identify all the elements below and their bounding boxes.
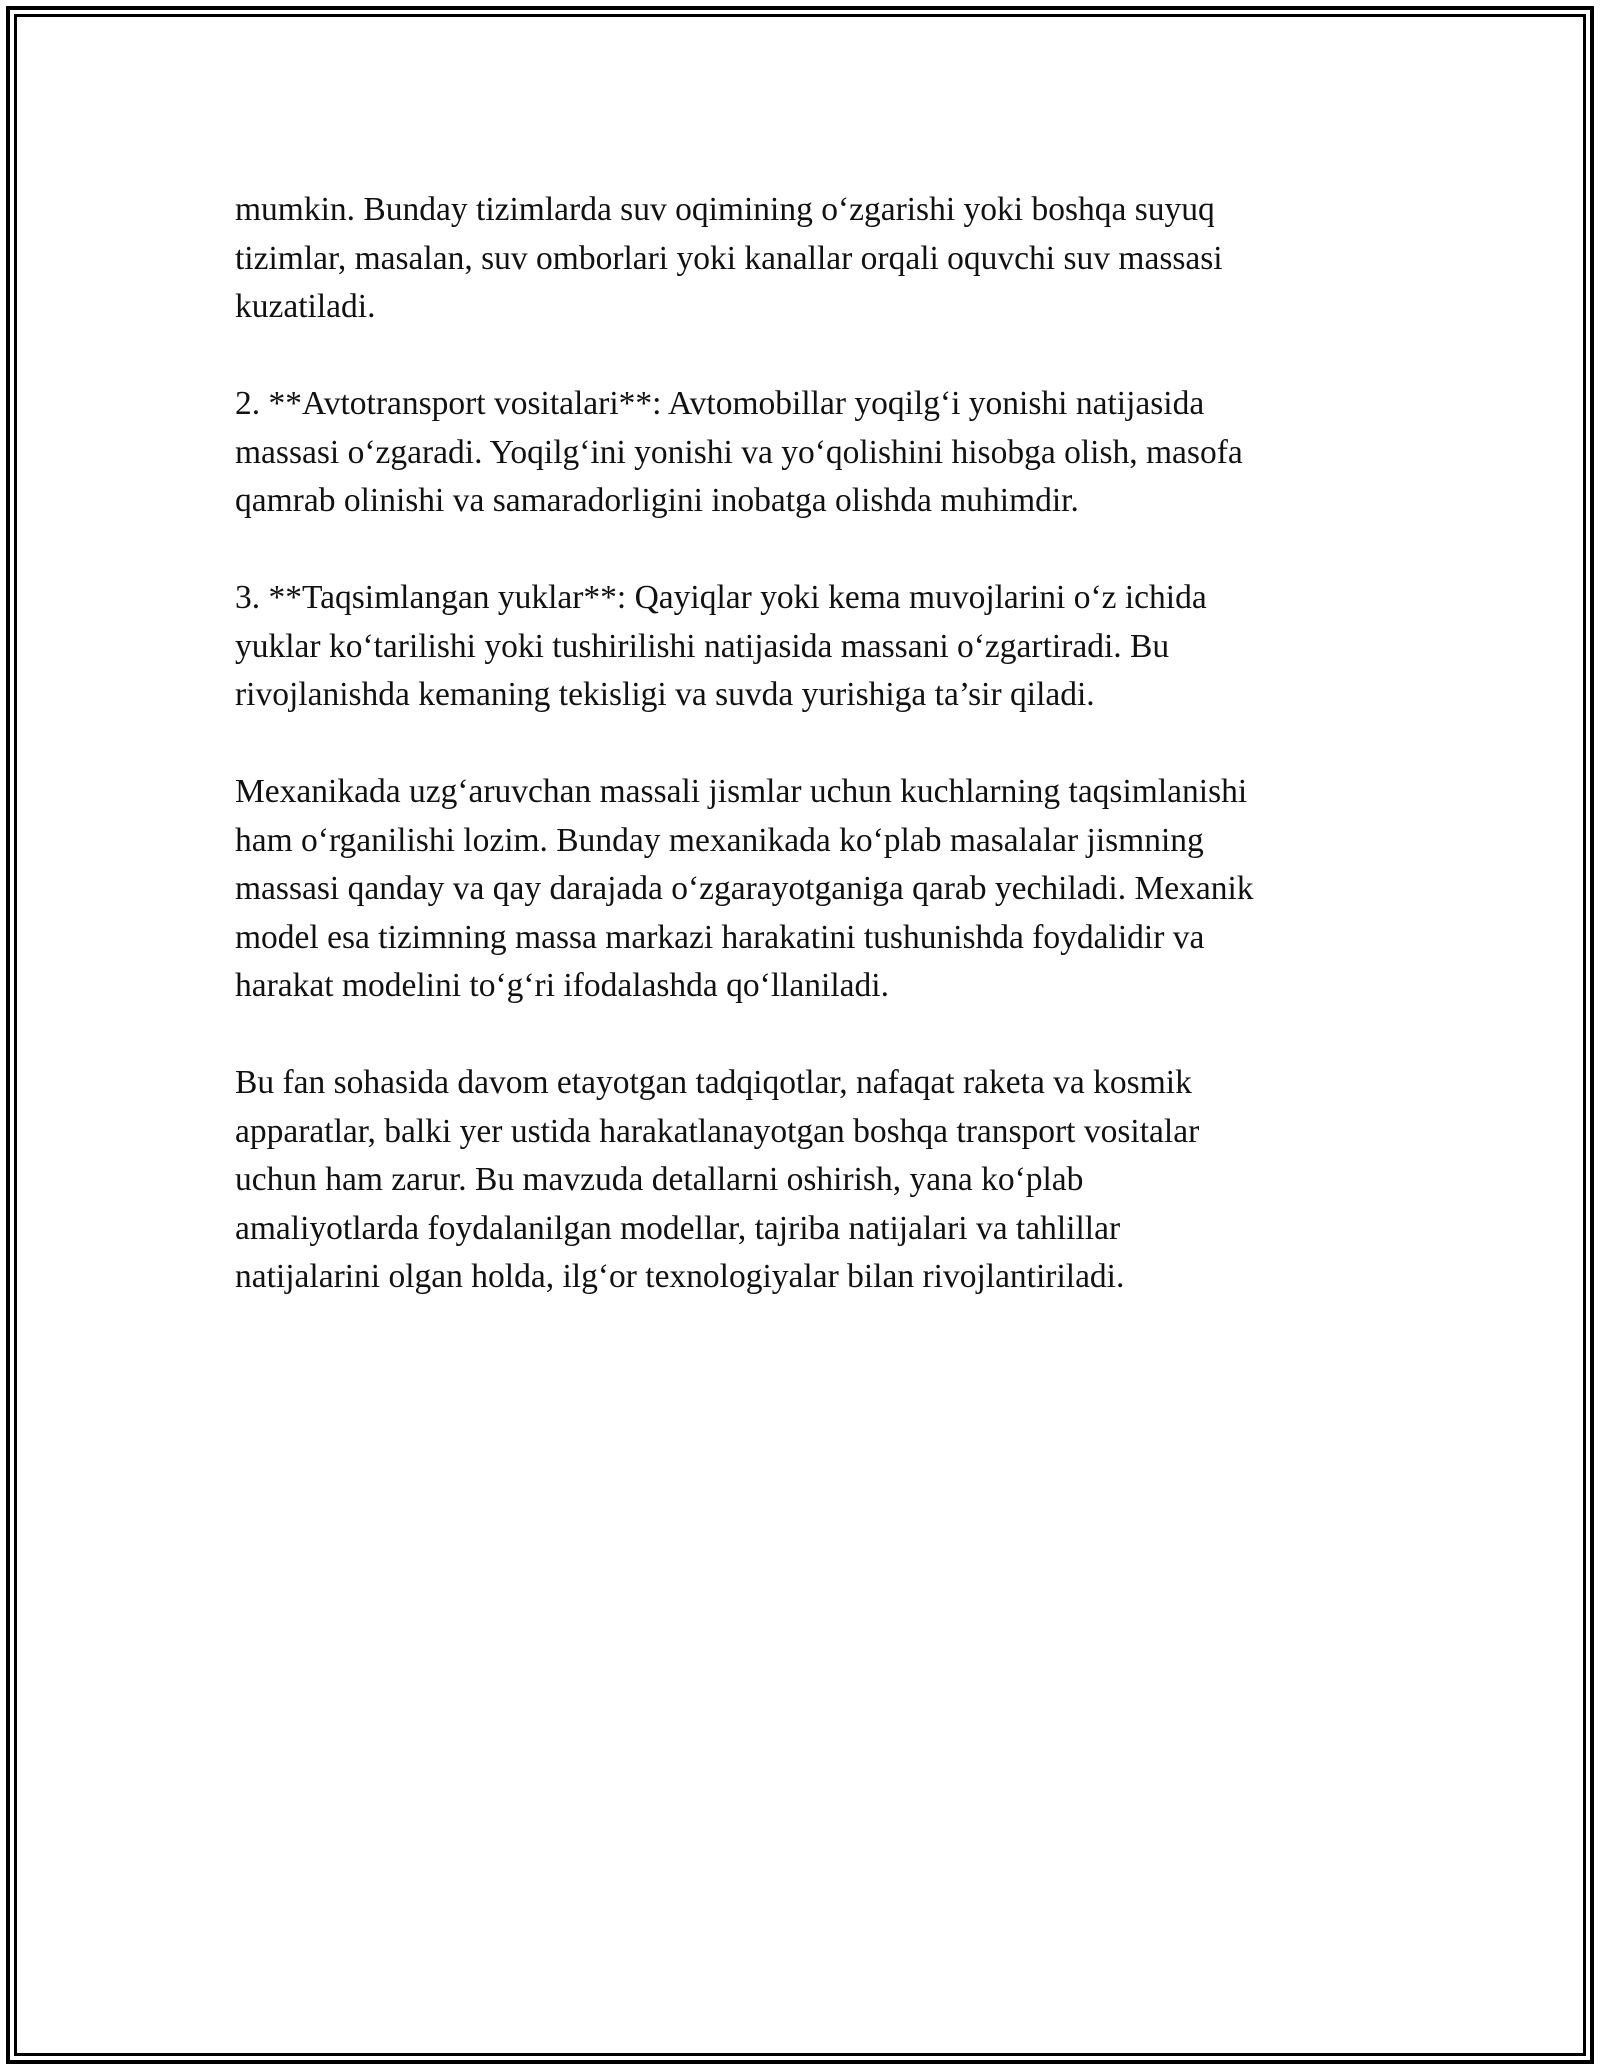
paragraph-mechanics: Mexanikada uzg‘aruvchan massali jismlar uchun kuchlarning taqsimlanishi ham o‘rganilishi lozim. Bunday mexanikada ko‘plab masalalar jismning massasi qanday va qay darajada o‘zgarayotganiga qarab yechiladi. Mexanik model esa tizimning massa markazi harakatini tushunishda foydalidir va harakat modelini to‘g‘ri ifodalashda qo‘llaniladi.: [235, 773, 1254, 1004]
paragraph-item-3: 3. **Taqsimlangan yuklar**: Qayiqlar yoki kema muvojlarini o‘z ichida yuklar ko‘tarilishi yoki tushirilishi natijasida massani o‘zgartiradi. Bu rivojlanishda kemaning tekisligi va suvda yurishiga ta’sir qiladi.: [235, 579, 1207, 713]
paragraph-continuation: mumkin. Bunday tizimlarda suv oqimining o‘zgarishi yoki boshqa suyuq tizimlar, masalan, suv omborlari yoki kanallar orqali oquvchi suv massasi kuzatiladi.: [235, 191, 1223, 325]
paragraph-conclusion: Bu fan sohasida davom etayotgan tadqiqotlar, nafaqat raketa va kosmik apparatlar, balki yer ustida harakatlanayotgan boshqa transport vositalar uchun ham zarur. Bu mavzuda detallarni oshirish, yana ko‘plab amaliyotlarda foydalanilgan modellar, tajriba natijalari va tahlillar natijalarini olgan holda, ilg‘or texnologiyalar bilan rivojlantiriladi.: [235, 1064, 1200, 1295]
document-body: [235, 186, 1375, 1350]
paragraph-item-2: 2. **Avtotransport vositalari**: Avtomobillar yoqilg‘i yonishi natijasida massasi o‘zgaradi. Yoqilg‘ini yonishi va yo‘qolishini hisobga olish, masofa qamrab olinishi va samaradorligini inobatga olishda muhimdir.: [235, 385, 1243, 519]
